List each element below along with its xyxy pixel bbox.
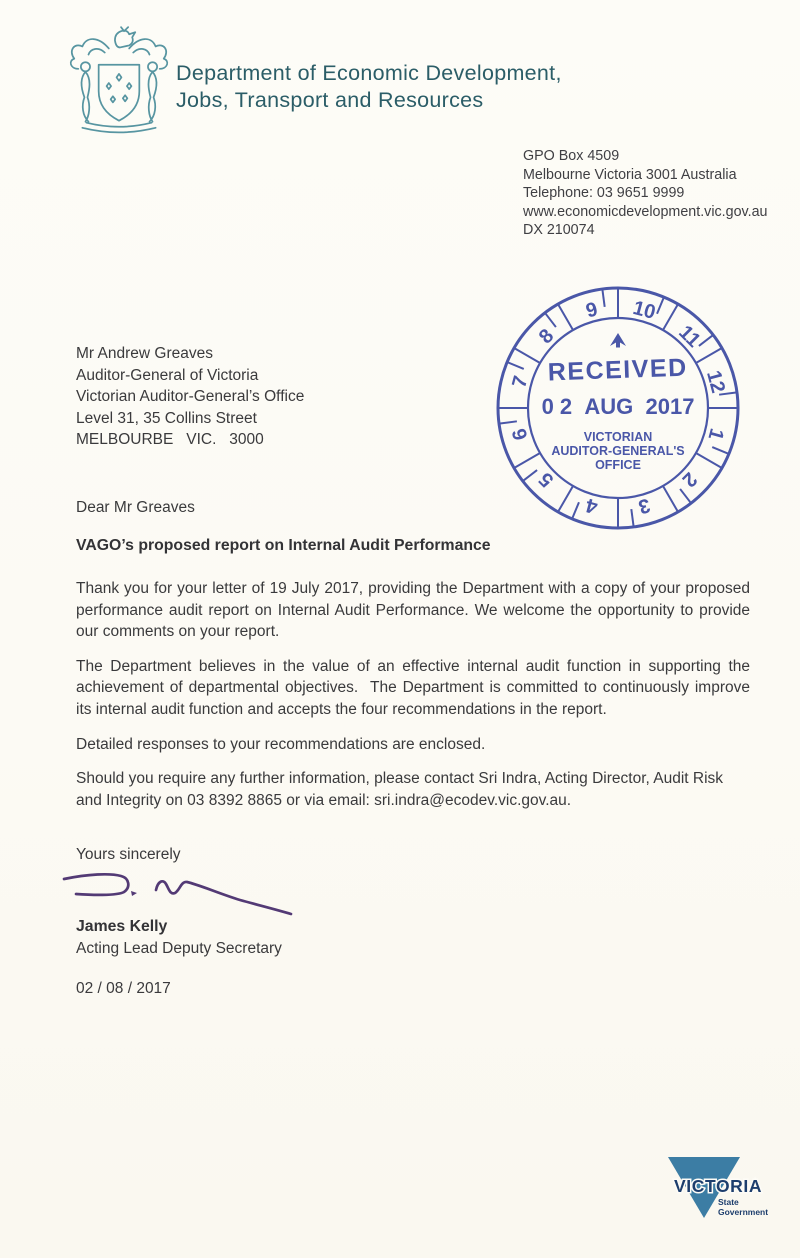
contact-po-box: GPO Box 4509 — [523, 148, 620, 164]
stamp-hour: 3 — [635, 493, 653, 518]
supporter-figures — [81, 62, 157, 121]
subject-line: VAGO’s proposed report on Internal Audit Performance — [76, 537, 491, 554]
department-name — [176, 60, 562, 114]
letter-body — [76, 578, 750, 824]
signatory-title: Acting Lead Deputy Secretary — [76, 940, 282, 957]
letter-date: 02 / 08 / 2017 — [76, 980, 171, 997]
victoria-state-government-logo — [660, 1150, 790, 1232]
stamp-hour: 8 — [534, 324, 559, 349]
contact-block — [523, 147, 768, 240]
recipient-title: Auditor-General of Victoria — [76, 366, 259, 384]
body-paragraph-1: Thank you for your letter of 19 July 2017, providing the Department with a copy of your proposed performance audit report on Internal Audit Performance. We welcome the opportunity to provide our comments on your report. — [76, 580, 750, 641]
signature-stroke-2 — [156, 881, 291, 914]
stamp-hour: 6 — [508, 425, 533, 443]
department-name-line2: Jobs, Transport and Resources — [176, 88, 484, 112]
stamp-office-line1: VICTORIAN — [583, 430, 653, 444]
contact-website: www.economicdevelopment.vic.gov.au — [523, 203, 768, 220]
stamp-received-label: RECEIVED — [547, 353, 689, 387]
stamp-pointer-icon — [610, 333, 626, 348]
base-compartment — [82, 123, 155, 133]
contact-dx: DX 210074 — [523, 222, 595, 239]
victoria-subline-state: State — [718, 1197, 739, 1207]
contact-city: Melbourne Victoria 3001 Australia — [523, 166, 737, 183]
stamp-date: 0 2 AUG 2017 — [541, 394, 695, 419]
contact-telephone: Telephone: 03 9651 9999 — [523, 185, 685, 202]
recipient-city: MELBOURBE VIC. 3000 — [76, 431, 264, 449]
stamp-hour: 7 — [508, 373, 533, 391]
stamp-office-line3: OFFICE — [595, 458, 641, 472]
recipient-address — [76, 343, 304, 451]
received-stamp — [493, 283, 743, 533]
victoria-wordmark: VICTORIA — [674, 1176, 763, 1196]
signatory-name: James Kelly — [76, 918, 168, 935]
stamp-hour: 12 — [702, 368, 730, 396]
closing: Yours sincerely — [76, 846, 181, 863]
salutation: Dear Mr Greaves — [76, 499, 195, 516]
body-paragraph-4: Should you require any further information, please contact Sri Indra, Acting Director, Audit Risk and Integrity on 03 8392 8865 or via email: sri.indra@ecodev.vic.gov.au. — [76, 770, 724, 809]
signature — [58, 868, 300, 920]
recipient-office: Victorian Auditor-General’s Office — [76, 388, 305, 406]
department-name-line1: Department of Economic Development, — [176, 61, 562, 85]
stamp-hour: 11 — [674, 321, 705, 352]
signature-stroke-1 — [64, 874, 128, 895]
stamp-hour: 1 — [703, 425, 728, 443]
body-paragraph-3: Detailed responses to your recommendations are enclosed. — [76, 735, 486, 753]
stamp-hour: 10 — [630, 296, 658, 324]
stamp-hour: 5 — [534, 467, 559, 492]
victorian-coat-of-arms-icon — [58, 24, 180, 136]
stamp-hour: 4 — [583, 493, 601, 518]
victoria-subline-government: Government — [718, 1207, 769, 1217]
stamp-hour: 9 — [583, 298, 601, 323]
signature-dot — [131, 891, 137, 896]
stamp-hour: 2 — [677, 467, 702, 492]
recipient-name: Mr Andrew Greaves — [76, 345, 213, 362]
shield — [99, 65, 140, 121]
stamp-office-line2: AUDITOR-GENERAL'S — [551, 444, 685, 458]
recipient-street: Level 31, 35 Collins Street — [76, 409, 257, 427]
body-paragraph-2: The Department believes in the value of an effective internal audit function in supporting the achievement of departmental objectives. The Department is committed to continuously improve its internal audit function and accepts the four recommendations in the report. — [76, 657, 750, 718]
